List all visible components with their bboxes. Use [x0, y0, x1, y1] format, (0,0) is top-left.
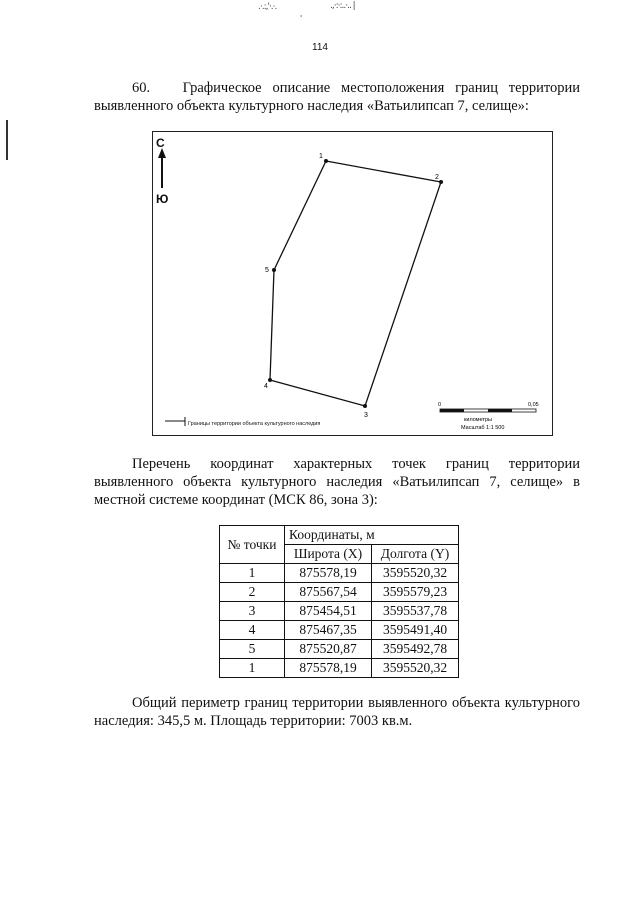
scan-artifact-top: .·.:,'·.·.	[258, 2, 277, 12]
cell-lon: 3595520,32	[372, 564, 459, 583]
cell-point: 2	[220, 583, 285, 602]
boundary-vertex	[319, 153, 328, 163]
cell-point: 1	[220, 659, 285, 678]
cell-point: 3	[220, 602, 285, 621]
cell-point: 4	[220, 621, 285, 640]
col-header-point: № точки	[220, 526, 285, 564]
table-header-row	[220, 526, 459, 545]
south-label: Ю	[156, 192, 169, 206]
scale-tick-start: 0	[438, 402, 442, 408]
vertex-label: 5	[265, 267, 269, 274]
table-row	[220, 621, 459, 640]
section-number: 60.	[132, 80, 151, 96]
cell-lon: 3595579,23	[372, 583, 459, 602]
scale-text: Масштаб 1:1 500	[461, 425, 505, 431]
cell-lon: 3595492,78	[372, 640, 459, 659]
scale-tick-end: 0,05	[528, 402, 539, 408]
scale-bar	[438, 402, 539, 431]
cell-point: 1	[220, 564, 285, 583]
cell-lat: 875467,35	[285, 621, 372, 640]
north-arrow	[156, 136, 168, 206]
col-header-lat: Широта (X)	[285, 545, 372, 564]
boundary-vertex	[435, 174, 443, 184]
table-row	[220, 583, 459, 602]
boundary-vertex	[363, 404, 368, 419]
section-heading	[94, 79, 580, 115]
table-row	[220, 564, 459, 583]
vertex-label: 2	[435, 174, 439, 181]
cell-lat: 875578,19	[285, 659, 372, 678]
scan-artifact-small: '	[300, 14, 303, 23]
vertex-label: 1	[319, 153, 323, 160]
cell-lat: 875520,87	[285, 640, 372, 659]
vertex-label: 4	[264, 383, 268, 390]
col-header-lon: Долгота (Y)	[372, 545, 459, 564]
section-title: Графическое описание местоположения границ территории выявленного объекта культурного наследия «Ватьилипсап 7, селище»:	[94, 80, 581, 114]
page-number: 114	[312, 42, 328, 53]
summary-paragraph: Общий периметр границ территории выявленного объекта культурного наследия: 345,5 м. Площадь территории: 7003 кв.м.	[94, 695, 580, 729]
boundary-vertex	[264, 378, 272, 390]
cell-lat: 875578,19	[285, 564, 372, 583]
legend-label: Границы территории объекта культурного наследия	[188, 421, 321, 427]
boundary-map-canvas	[153, 132, 554, 437]
cell-point: 5	[220, 640, 285, 659]
coordinates-table	[219, 525, 459, 678]
north-label: С	[156, 136, 165, 150]
table-row	[220, 640, 459, 659]
cell-lon: 3595520,32	[372, 659, 459, 678]
site-boundary	[270, 161, 441, 406]
map-legend	[165, 417, 320, 427]
boundary-map	[152, 131, 553, 436]
col-header-coords: Координаты, м	[285, 526, 459, 545]
coordinates-intro: Перечень координат характерных точек границ территории выявленного объекта культурного наследия «Ватьилипсап 7, селище» в местной системе координат (МСК 86, зона 3):	[94, 456, 580, 508]
cell-lat: 875454,51	[285, 602, 372, 621]
table-row	[220, 602, 459, 621]
cell-lon: 3595491,40	[372, 621, 459, 640]
scan-artifact-margin	[6, 120, 8, 160]
scan-artifact-top-right: .,·:·:..·.. |	[330, 1, 355, 11]
scale-unit: километры	[464, 417, 492, 423]
table-row	[220, 659, 459, 678]
cell-lon: 3595537,78	[372, 602, 459, 621]
vertex-label: 3	[364, 412, 368, 419]
cell-lat: 875567,54	[285, 583, 372, 602]
